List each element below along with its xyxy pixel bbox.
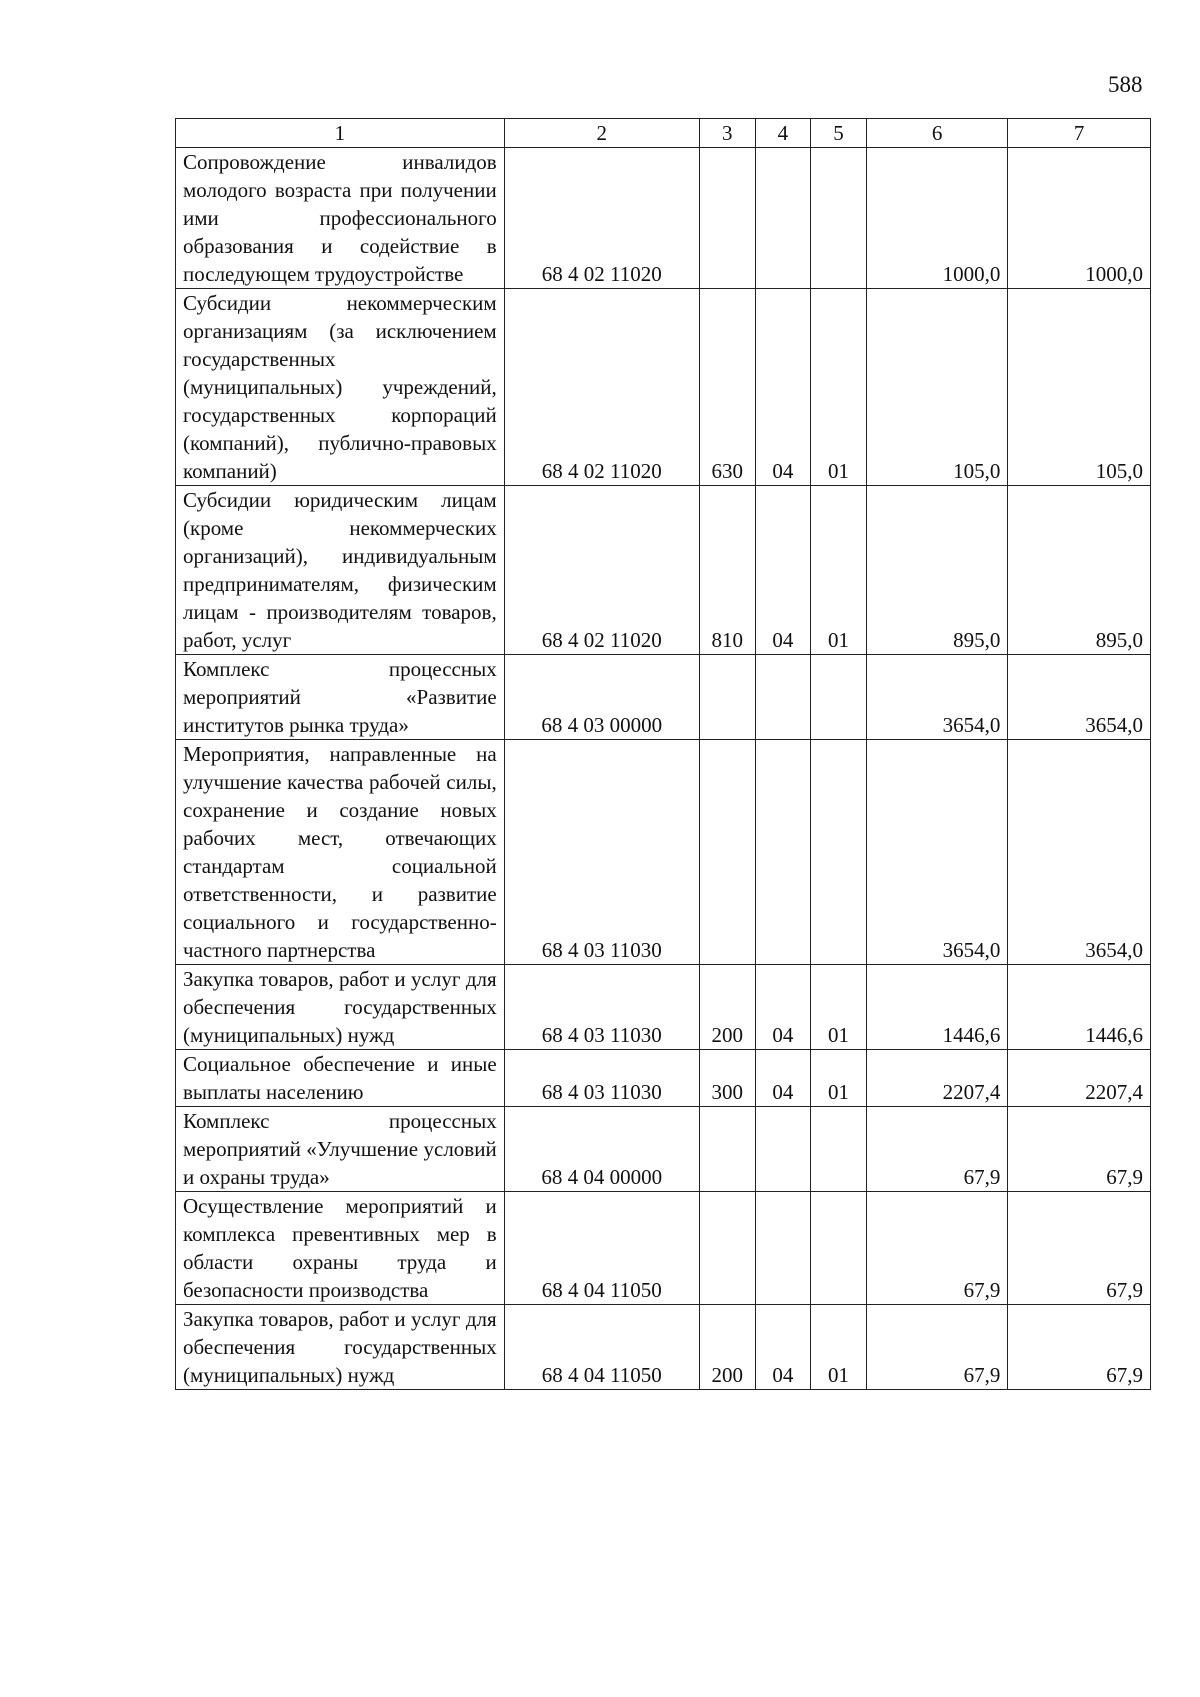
page-number: 588 xyxy=(1108,72,1143,97)
table-row xyxy=(176,148,1151,289)
row-col-5 xyxy=(811,1192,867,1305)
row-code: 68 4 04 11050 xyxy=(504,1305,699,1390)
row-col-6: 67,9 xyxy=(866,1192,1008,1305)
row-col-6: 1000,0 xyxy=(866,148,1008,289)
table-row xyxy=(176,740,1151,965)
row-col-6: 895,0 xyxy=(866,486,1008,655)
row-col-5: 01 xyxy=(811,1305,867,1390)
row-name: Мероприятия, направленные на улучшение качества рабочей силы, сохранение и создание новых рабочих мест, отвечающих стандартам социальной ответственности, и развитие социального и государственно-частного партнерства xyxy=(176,740,505,965)
row-col-4 xyxy=(755,655,811,740)
row-col-3: 300 xyxy=(699,1050,755,1107)
row-col-4 xyxy=(755,1107,811,1192)
row-code: 68 4 03 11030 xyxy=(504,965,699,1050)
header-col-4: 4 xyxy=(755,119,811,148)
header-col-3: 3 xyxy=(699,119,755,148)
row-col-4 xyxy=(755,148,811,289)
row-col-7: 67,9 xyxy=(1008,1107,1151,1192)
row-col-5 xyxy=(811,148,867,289)
row-col-4 xyxy=(755,740,811,965)
row-col-6: 105,0 xyxy=(866,289,1008,486)
row-col-6: 1446,6 xyxy=(866,965,1008,1050)
table-row xyxy=(176,655,1151,740)
row-col-7: 3654,0 xyxy=(1008,655,1151,740)
row-code: 68 4 02 11020 xyxy=(504,486,699,655)
row-col-3: 200 xyxy=(699,965,755,1050)
row-col-7: 3654,0 xyxy=(1008,740,1151,965)
row-col-6: 67,9 xyxy=(866,1305,1008,1390)
row-name: Комплекс процессных мероприятий «Развитие институтов рынка труда» xyxy=(176,655,505,740)
row-code: 68 4 04 00000 xyxy=(504,1107,699,1192)
table-row xyxy=(176,1192,1151,1305)
row-col-6: 3654,0 xyxy=(866,740,1008,965)
row-col-4: 04 xyxy=(755,289,811,486)
table-row xyxy=(176,1050,1151,1107)
table-row xyxy=(176,965,1151,1050)
table-row xyxy=(176,289,1151,486)
row-name: Комплекс процессных мероприятий «Улучшение условий и охраны труда» xyxy=(176,1107,505,1192)
header-col-5: 5 xyxy=(811,119,867,148)
row-name: Сопровождение инвалидов молодого возраста при получении ими профессионального образования и содействие в последующем трудоустройстве xyxy=(176,148,505,289)
row-col-3 xyxy=(699,1107,755,1192)
row-col-4: 04 xyxy=(755,1050,811,1107)
table-row xyxy=(176,1107,1151,1192)
header-col-1: 1 xyxy=(176,119,505,148)
row-code: 68 4 04 11050 xyxy=(504,1192,699,1305)
row-name: Субсидии некоммерческим организациям (за исключением государственных (муниципальных) учреждений, государственных корпораций (компаний), публично-правовых компаний) xyxy=(176,289,505,486)
row-col-3: 630 xyxy=(699,289,755,486)
row-name: Субсидии юридическим лицам (кроме некоммерческих организаций), индивидуальным предпринимателям, физическим лицам - производителям товаров, работ, услуг xyxy=(176,486,505,655)
row-col-3 xyxy=(699,148,755,289)
row-col-4: 04 xyxy=(755,1305,811,1390)
row-code: 68 4 02 11020 xyxy=(504,148,699,289)
row-name: Осуществление мероприятий и комплекса превентивных мер в области охраны труда и безопасности производства xyxy=(176,1192,505,1305)
row-col-3: 810 xyxy=(699,486,755,655)
row-code: 68 4 03 00000 xyxy=(504,655,699,740)
row-code: 68 4 02 11020 xyxy=(504,289,699,486)
row-col-4: 04 xyxy=(755,965,811,1050)
row-col-3 xyxy=(699,740,755,965)
row-col-7: 1000,0 xyxy=(1008,148,1151,289)
row-col-5 xyxy=(811,1107,867,1192)
row-col-7: 67,9 xyxy=(1008,1305,1151,1390)
header-col-6: 6 xyxy=(866,119,1008,148)
header-col-7: 7 xyxy=(1008,119,1151,148)
row-col-5: 01 xyxy=(811,1050,867,1107)
row-name: Закупка товаров, работ и услуг для обеспечения государственных (муниципальных) нужд xyxy=(176,965,505,1050)
table-row xyxy=(176,486,1151,655)
row-col-5: 01 xyxy=(811,486,867,655)
row-col-6: 3654,0 xyxy=(866,655,1008,740)
row-col-7: 105,0 xyxy=(1008,289,1151,486)
row-col-5 xyxy=(811,655,867,740)
row-col-7: 895,0 xyxy=(1008,486,1151,655)
header-row xyxy=(176,119,1151,148)
row-col-7: 2207,4 xyxy=(1008,1050,1151,1107)
row-col-4: 04 xyxy=(755,486,811,655)
row-col-3 xyxy=(699,655,755,740)
row-code: 68 4 03 11030 xyxy=(504,1050,699,1107)
row-col-5: 01 xyxy=(811,289,867,486)
row-col-6: 67,9 xyxy=(866,1107,1008,1192)
row-col-6: 2207,4 xyxy=(866,1050,1008,1107)
budget-table xyxy=(175,118,1151,1390)
row-col-7: 1446,6 xyxy=(1008,965,1151,1050)
row-name: Социальное обеспечение и иные выплаты населению xyxy=(176,1050,505,1107)
row-col-5 xyxy=(811,740,867,965)
row-col-4 xyxy=(755,1192,811,1305)
row-col-7: 67,9 xyxy=(1008,1192,1151,1305)
header-col-2: 2 xyxy=(504,119,699,148)
row-col-5: 01 xyxy=(811,965,867,1050)
row-code: 68 4 03 11030 xyxy=(504,740,699,965)
table-row xyxy=(176,1305,1151,1390)
row-col-3 xyxy=(699,1192,755,1305)
row-name: Закупка товаров, работ и услуг для обеспечения государственных (муниципальных) нужд xyxy=(176,1305,505,1390)
row-col-3: 200 xyxy=(699,1305,755,1390)
